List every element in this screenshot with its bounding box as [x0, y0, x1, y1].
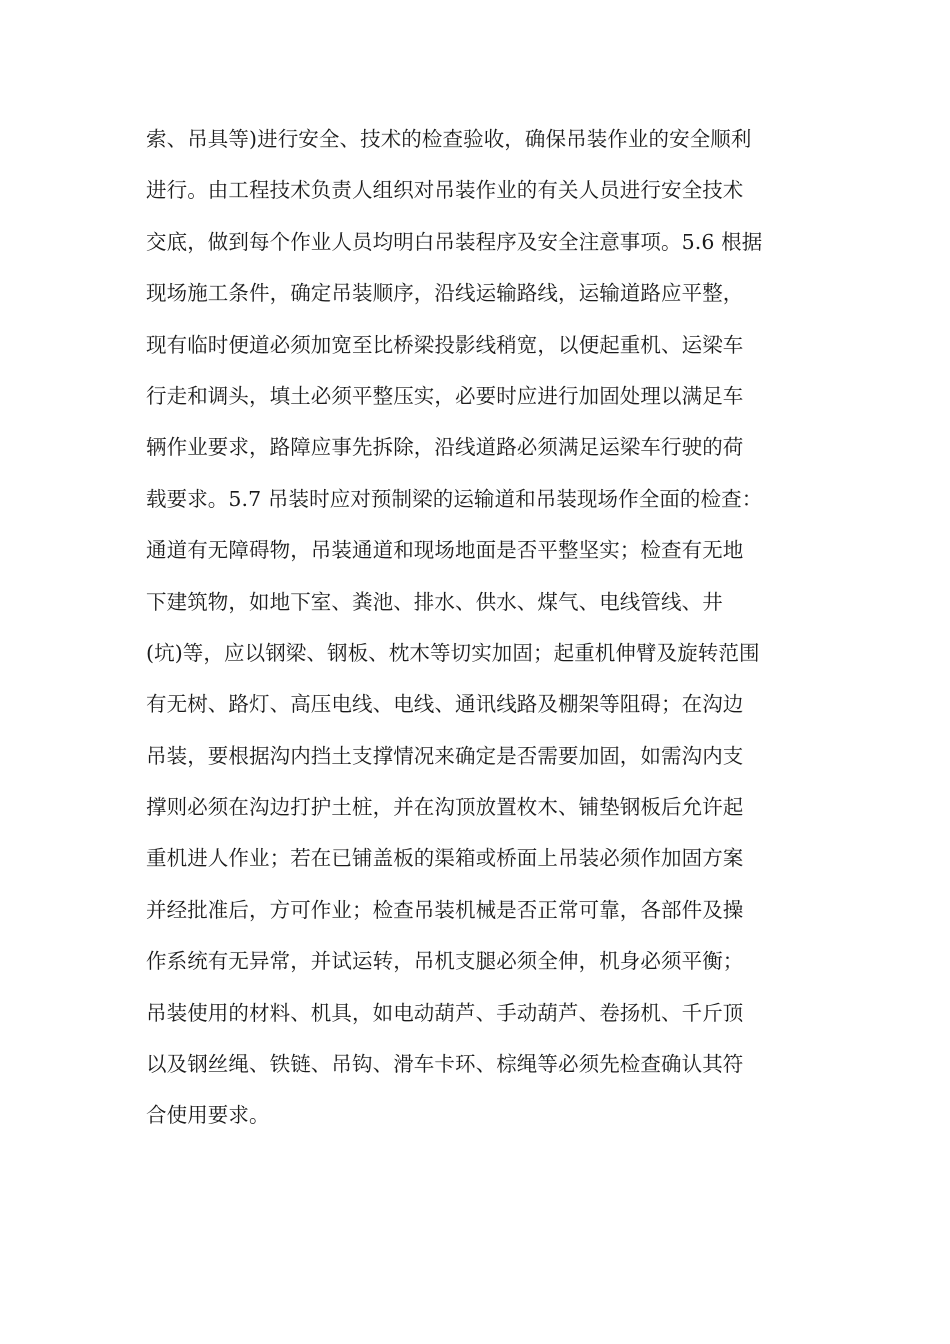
text-line: 撑则必须在沟边打护土桩，并在沟顶放置枚木、铺垫钢板后允许起 [146, 795, 744, 820]
text-line: (坑)等，应以钢梁、钢板、枕木等切实加固；起重机伸臂及旋转范围 [146, 640, 760, 665]
text-line: 行走和调头，填土必须平整压实，必要时应进行加固处理以满足车 [146, 383, 744, 408]
text-line: 辆作业要求，路障应事先拆除，沿线道路必须满足运梁车行驶的荷 [146, 435, 744, 460]
text-line: 索、吊具等)进行安全、技术的检查验收，确保吊装作业的安全顺利 [146, 127, 752, 151]
text-line: 现有临时便道必须加宽至比桥梁投影线稍宽，以便起重机、运梁车 [146, 332, 744, 357]
text-line: 交底，做到每个作业人员均明白吊装程序及安全注意事项。5.6 根据 [146, 229, 763, 254]
body-text [146, 114, 826, 1142]
text-line: 以及钢丝绳、铁链、吊钩、滑车卡环、棕绳等必须先检查确认其符 [146, 1052, 744, 1077]
text-line: 有无树、路灯、高压电线、电线、通讯线路及棚架等阻碍；在沟边 [146, 692, 744, 717]
text-line: 通道有无障碍物，吊装通道和现场地面是否平整坚实；检查有无地 [146, 538, 744, 563]
text-line: 并经批准后，方可作业；检查吊装机械是否正常可靠，各部件及操 [146, 897, 744, 922]
text-line: 现场施工条件，确定吊装顺序，沿线运输路线，运输道路应平整， [146, 281, 744, 306]
text-line: 吊装，要根据沟内挡土支撑情况来确定是否需要加固，如需沟内支 [146, 743, 744, 768]
text-line: 作系统有无异常，并试运转，吊机支腿必须全伸，机身必须平衡； [146, 949, 744, 974]
text-line: 载要求。5.7 吊装时应对预制梁的运输道和吊装现场作全面的检查： [146, 486, 763, 511]
text-line: 下建筑物，如地下室、粪池、排水、供水、煤气、电线管线、井 [146, 589, 723, 614]
text-line: 合使用要求。 [146, 1103, 270, 1128]
text-line: 吊装使用的材料、机具，如电动葫芦、手动葫芦、卷扬机、千斤顶 [146, 1000, 744, 1025]
text-line: 重机进人作业；若在已铺盖板的渠箱或桥面上吊装必须作加固方案 [146, 846, 744, 871]
text-line: 进行。由工程技术负责人组织对吊装作业的有关人员进行安全技术 [146, 178, 744, 203]
